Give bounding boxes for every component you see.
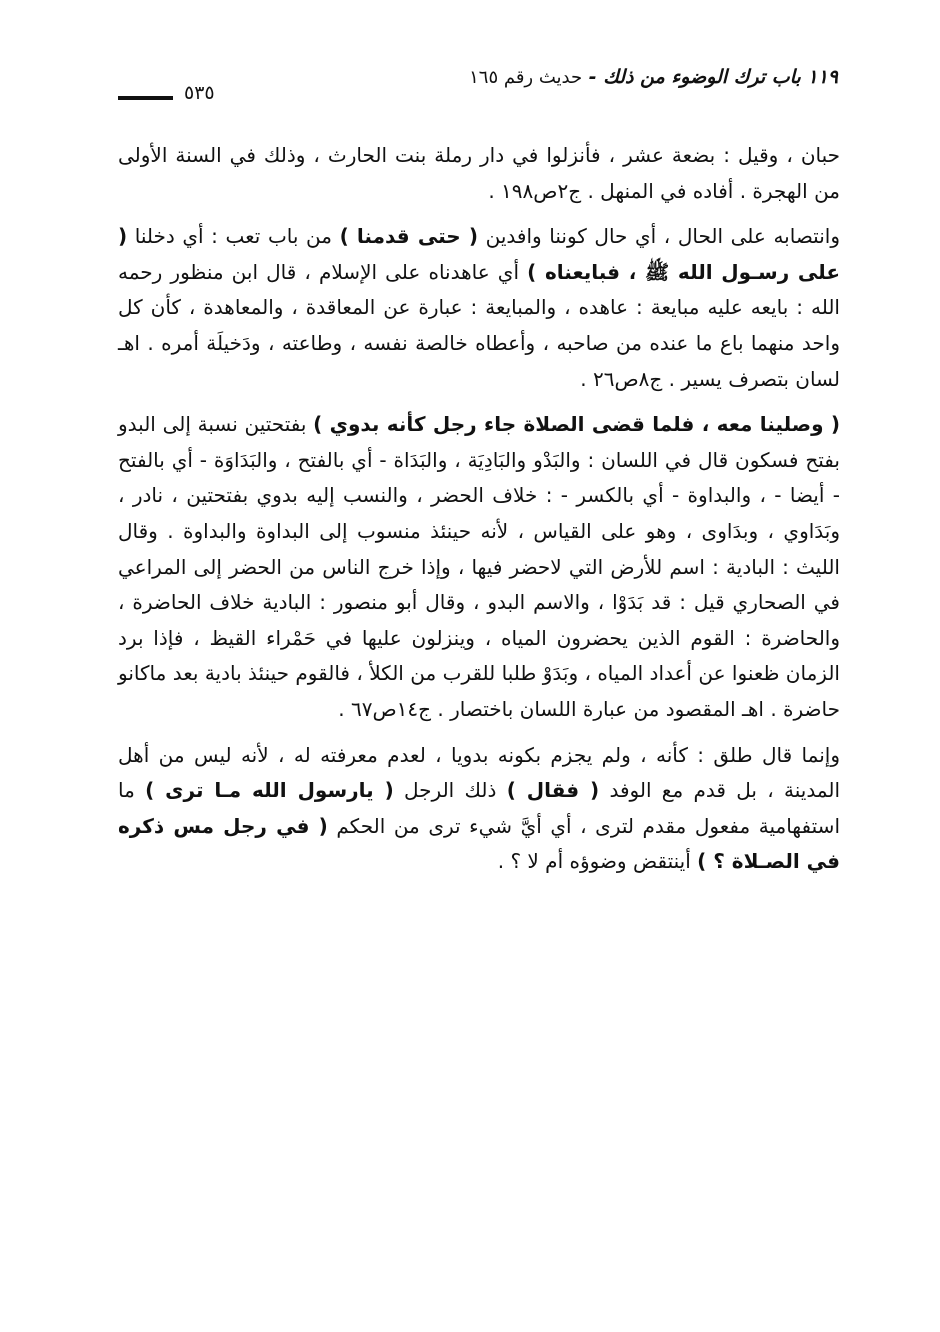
- paragraph: [118, 407, 840, 727]
- hadith-quote: ( يارسول الله مـا ترى ): [145, 778, 394, 803]
- hadith-quote: ( على رسـول الله ﷺ ، فبايعناه ): [118, 224, 840, 284]
- commentary-text: وانتصابه على الحال ، أي حال كوننا وافدين: [478, 224, 841, 249]
- page-header: [118, 66, 838, 104]
- hadith-quote: ( فقال ): [506, 778, 600, 803]
- hadith-reference: حديث رقم ١٦٥: [469, 67, 583, 88]
- paragraph: [118, 219, 840, 397]
- header-rule: [118, 96, 173, 100]
- chapter-title: ١١٩ باب ترك الوضوء من ذلك: [603, 66, 838, 88]
- commentary-text: ما استفهامية مفعول مقدم لترى ، أي أيَّ شيء ترى من الحكم: [118, 778, 840, 838]
- commentary-text: من باب تعب : أي دخلنا: [127, 224, 340, 249]
- hadith-quote: ( حتى قدمنا ): [339, 224, 478, 249]
- commentary-text: بفتحتين نسبة إلى البدو بفتح فسكون قال في اللسان : والبَدْو والبَادِيَة ، والبَدَاة - أي بالفتح ، والبَدَاوَة - أي بالفتح - أيضا - ، والبداوة - أي بالكسر - : خلاف الحضر ، والنسب إليه بدوي بفتحتين ، نادر ، وبَدَاوي ، وبدَاوى ، وهو على القياس ، لأنه حينئذ منسوب إلى البداوة والبداوة . وقال الليث : البادية : اسم للأرض التي لاحضر فيها ، وإذا خرج الناس من الحضر إلى المراعي في الصحاري قيل : قد بَدَوْا ، والاسم البدو ، وقال أبو منصور : البادية خلاف الحاضرة ، والحاضرة : القوم الذين يحضرون المياه ، وينزلون عليها في حَمْراء القيظ ، فإذا برد الزمان ظعنوا عن أعداد المياه ، وبَدَوْ طلبا للقرب من الكلأ ، فالقوم حينئذ بادية بعد ماكانو حاضرة . اهـ المقصود من عبارة اللسان باختصار . ج١٤ص٦٧ .: [118, 412, 840, 721]
- commentary-text: أي عاهدناه على الإسلام ، قال ابن منظور رحمه الله : بايعه عليه مبايعة : عاهده ، والمبايعة : عبارة عن المعاقدة ، والمعاهدة ، كأن كل واحد منهما باع ما عنده من صاحبه ، وأعطاه خالصة نفسه ، وطاعته ، ودَخيلَة أمره . اهـ لسان بتصرف يسير . ج٨ص٢٦ .: [118, 259, 840, 391]
- page-number: ٥٣٥: [184, 82, 215, 104]
- running-head: [469, 66, 838, 88]
- commentary-text: وإنما قال طلق : كأنه ، ولم يجزم بكونه بدويا ، لعدم معرفته له ، لأنه ليس من أهل المدينة ، بل قدم مع الوفد: [118, 742, 841, 803]
- paragraph: [118, 738, 840, 880]
- paragraph: [118, 138, 840, 209]
- commentary-body: [118, 138, 840, 890]
- commentary-text: ذلك الرجل: [393, 778, 507, 803]
- commentary-text: حبان ، وقيل : بضعة عشر ، فأنزلوا في دار رملة بنت الحارث ، وذلك في السنة الأولى من الهجرة . أفاده في المنهل . ج٢ص١٩٨ .: [118, 143, 840, 203]
- hadith-quote: ( وصلينا معه ، فلما قضى الصلاة جاء رجل كأنه بدوي ): [313, 412, 840, 437]
- hadith-quote: ( في رجل مس ذكره في الصـلاة ؟ ): [118, 813, 840, 874]
- header-separator: -: [582, 66, 604, 88]
- commentary-text: أينتقض وضوؤه أم لا ؟ .: [497, 849, 698, 874]
